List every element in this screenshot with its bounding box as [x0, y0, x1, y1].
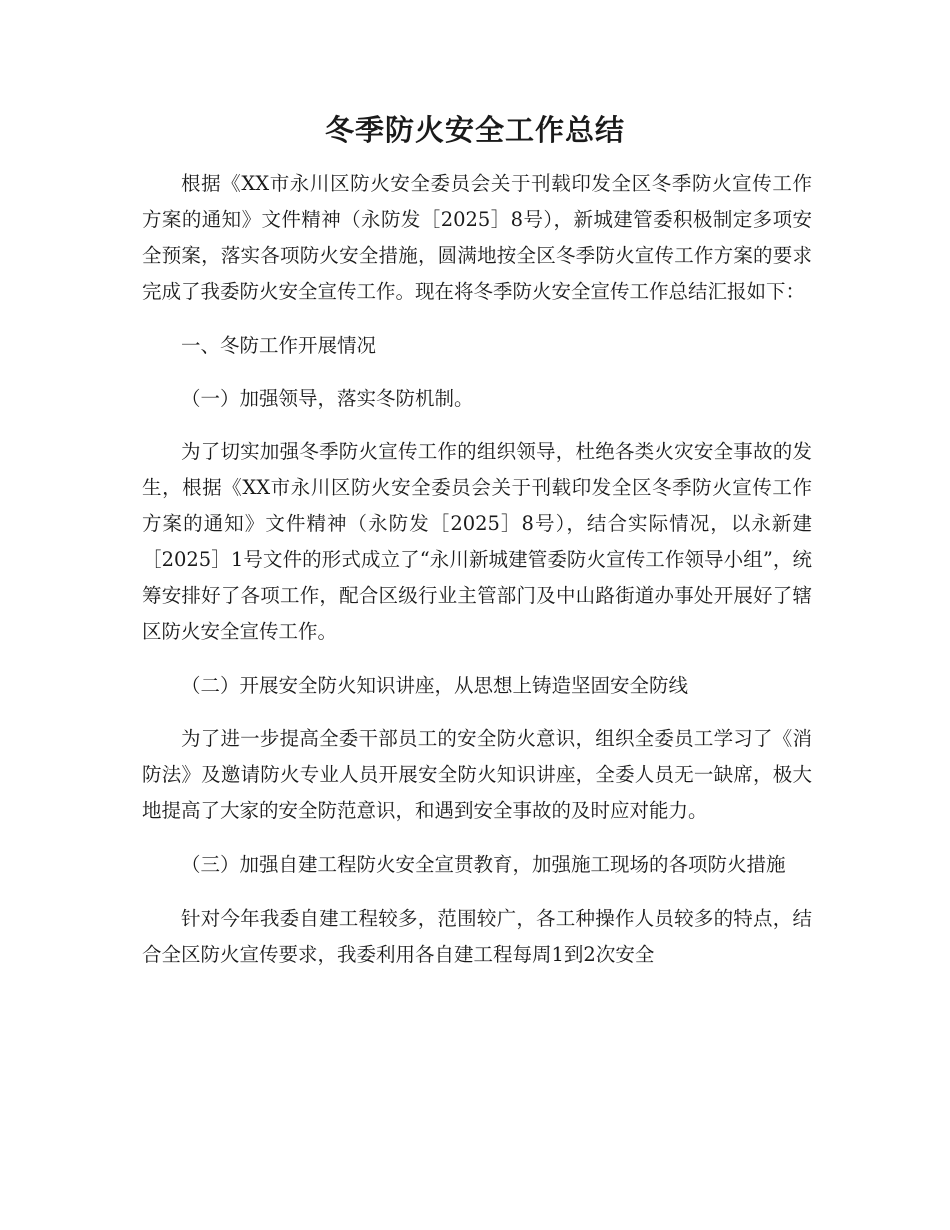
section-heading-1: 一、冬防工作开展情况: [181, 334, 377, 357]
subsection-heading-2: （二）开展安全防火知识讲座，从思想上铸造坚固安全防线: [181, 674, 689, 697]
subsection-heading-3: （三）加强自建工程防火安全宣贯教育，加强施工现场的各项防火措施: [181, 853, 786, 876]
document-body: [142, 166, 812, 991]
paragraph-construction: 针对今年我委自建工程较多，范围较广，各工种操作人员较多的特点，结合全区防火宣传要求，我委利用各自建工程每周1到2次安全: [142, 907, 812, 966]
paragraph-leadership: 为了切实加强冬季防火宣传工作的组织领导，杜绝各类火灾安全事故的发生，根据《XX市永川区防火安全委员会关于刊载印发全区冬季防火宣传工作方案的通知》文件精神（永防发［2025］8号），结合实际情况，以永新建［2025］1号文件的形式成立了“永川新城建管委防火宣传工作领导小组”，统筹安排好了各项工作，配合区级行业主管部门及中山路街道办事处开展好了辖区防火安全宣传工作。: [142, 440, 812, 643]
paragraph-intro: 根据《XX市永川区防火安全委员会关于刊载印发全区冬季防火宣传工作方案的通知》文件精神（永防发［2025］8号），新城建管委积极制定多项安全预案，落实各项防火安全措施，圆满地按全区冬季防火宣传工作方案的要求完成了我委防火安全宣传工作。现在将冬季防火安全宣传工作总结汇报如下：: [142, 172, 812, 303]
document-title: 冬季防火安全工作总结: [324, 113, 625, 147]
subsection-heading-1: （一）加强领导，落实冬防机制。: [181, 387, 474, 410]
paragraph-lecture: 为了进一步提高全委干部员工的安全防火意识，组织全委员工学习了《消防法》及邀请防火专业人员开展安全防火知识讲座，全委人员无一缺席，极大地提高了大家的安全防范意识，和遇到安全事故的及时应对能力。: [142, 727, 812, 822]
